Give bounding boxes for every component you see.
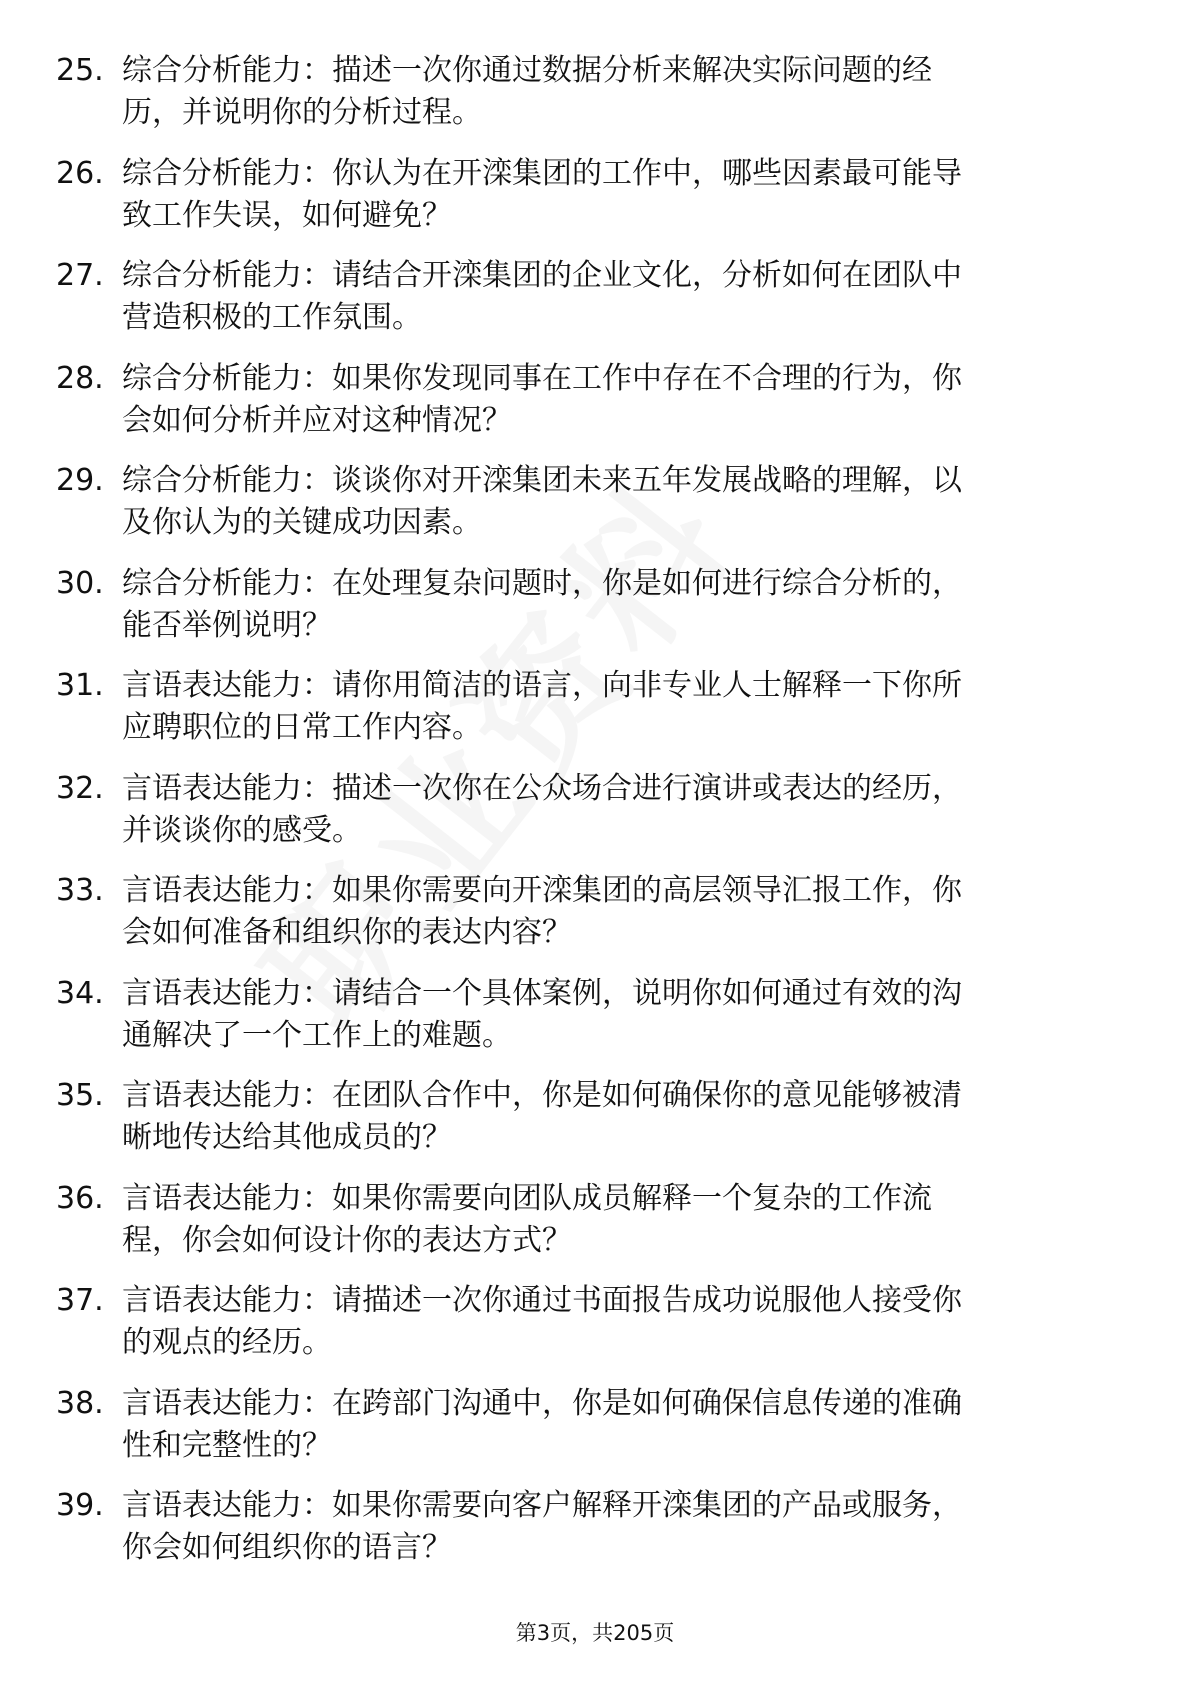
question-item: [56, 665, 1136, 768]
question-item: [56, 563, 1136, 666]
question-line: 应聘职位的日常工作内容。: [122, 710, 482, 745]
question-item: [56, 1280, 1136, 1383]
question-line: 你会如何组织你的语言？: [122, 1530, 452, 1565]
question-line: 晰地传达给其他成员的？: [122, 1120, 452, 1155]
question-line: 的观点的经历。: [122, 1325, 332, 1360]
question-line: 综合分析能力：如果你发现同事在工作中存在不合理的行为，你: [122, 360, 962, 396]
question-item: [56, 1075, 1136, 1178]
question-list: [56, 50, 1136, 1588]
question-text: [122, 50, 1112, 134]
question-text: [122, 1280, 1112, 1364]
question-item: [56, 1383, 1136, 1486]
question-line: 并谈谈你的感受。: [122, 812, 362, 848]
question-line: 程，你会如何设计你的表达方式？: [122, 1222, 572, 1258]
question-text: [122, 563, 1112, 647]
question-line: 言语表达能力：如果你需要向团队成员解释一个复杂的工作流: [122, 1180, 932, 1216]
question-number: 29.: [56, 463, 104, 498]
question-text: [122, 1383, 1112, 1467]
question-line: 致工作失误，如何避免？: [122, 197, 452, 233]
question-item: [56, 1178, 1136, 1281]
question-line: 综合分析能力：描述一次你通过数据分析来解决实际问题的经: [122, 53, 932, 88]
question-line: 言语表达能力：描述一次你在公众场合进行演讲或表达的经历，: [122, 770, 962, 806]
question-text: [122, 870, 1112, 954]
question-line: 会如何分析并应对这种情况？: [122, 402, 512, 438]
question-item: [56, 870, 1136, 973]
question-line: 综合分析能力：请结合开滦集团的企业文化，分析如何在团队中: [122, 258, 962, 293]
question-number: 34.: [56, 975, 104, 1011]
question-line: 言语表达能力：在跨部门沟通中，你是如何确保信息传递的准确: [122, 1385, 962, 1421]
question-number: 31.: [56, 668, 104, 703]
question-text: [122, 255, 1112, 339]
question-item: [56, 50, 1136, 153]
question-text: [122, 1178, 1112, 1262]
question-text: [122, 460, 1112, 544]
question-line: 能否举例说明？: [122, 607, 332, 643]
question-item: [56, 358, 1136, 461]
question-item: [56, 153, 1136, 256]
question-item: [56, 1485, 1136, 1588]
question-line: 历，并说明你的分析过程。: [122, 95, 482, 130]
question-number: 26.: [56, 155, 104, 191]
question-line: 通解决了一个工作上的难题。: [122, 1017, 512, 1053]
question-text: [122, 973, 1112, 1057]
question-line: 言语表达能力：如果你需要向开滦集团的高层领导汇报工作，你: [122, 873, 962, 908]
question-number: 25.: [56, 53, 104, 88]
question-number: 32.: [56, 770, 104, 806]
page-footer: 第3页，共205页: [515, 1621, 675, 1645]
question-line: 会如何准备和组织你的表达内容？: [122, 915, 572, 950]
question-item: [56, 768, 1136, 871]
question-number: 33.: [56, 873, 104, 908]
question-number: 38.: [56, 1385, 104, 1421]
question-line: 及你认为的关键成功因素。: [122, 505, 482, 540]
question-text: [122, 153, 1112, 237]
question-text: [122, 768, 1112, 852]
question-line: 性和完整性的？: [122, 1427, 332, 1463]
question-number: 37.: [56, 1283, 104, 1318]
question-line: 营造积极的工作氛围。: [122, 300, 422, 335]
question-line: 言语表达能力：如果你需要向客户解释开滦集团的产品或服务，: [122, 1488, 962, 1523]
question-line: 综合分析能力：谈谈你对开滦集团未来五年发展战略的理解，以: [122, 463, 962, 498]
question-text: [122, 665, 1112, 749]
question-number: 39.: [56, 1488, 104, 1523]
question-text: [122, 358, 1112, 442]
question-text: [122, 1485, 1112, 1569]
question-number: 30.: [56, 565, 104, 601]
question-line: 言语表达能力：请你用简洁的语言，向非专业人士解释一下你所: [122, 668, 962, 703]
question-line: 言语表达能力：请结合一个具体案例，说明你如何通过有效的沟: [122, 975, 962, 1011]
question-item: [56, 255, 1136, 358]
question-number: 27.: [56, 258, 104, 293]
question-line: 综合分析能力：在处理复杂问题时，你是如何进行综合分析的，: [122, 565, 962, 601]
question-line: 言语表达能力：请描述一次你通过书面报告成功说服他人接受你: [122, 1283, 962, 1318]
question-number: 36.: [56, 1180, 104, 1216]
question-number: 28.: [56, 360, 104, 396]
question-item: [56, 460, 1136, 563]
question-number: 35.: [56, 1078, 104, 1113]
question-line: 言语表达能力：在团队合作中，你是如何确保你的意见能够被清: [122, 1078, 962, 1113]
question-text: [122, 1075, 1112, 1159]
question-item: [56, 973, 1136, 1076]
question-line: 综合分析能力：你认为在开滦集团的工作中，哪些因素最可能导: [122, 155, 962, 191]
